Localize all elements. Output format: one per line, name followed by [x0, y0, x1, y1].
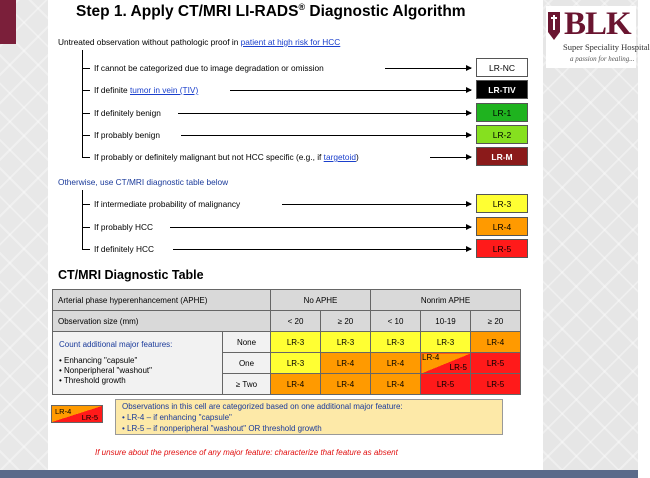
title-main: Step 1. Apply CT/MRI LI-RADS [76, 3, 299, 21]
legend-line: • LR-5 – if nonperipheral "washout" OR threshold growth [122, 424, 322, 433]
criterion-text: If probably HCC [94, 222, 154, 232]
arrow [178, 113, 471, 114]
criterion-text: If intermediate probability of malignancy [94, 199, 241, 209]
criterion-text: If cannot be categorized due to image degradation or omission [94, 63, 324, 73]
size-cell: < 10 [371, 311, 421, 332]
legend-swatch-top: LR-4 [55, 407, 72, 416]
criterion-text: If definitely benign [94, 108, 161, 118]
arrow [282, 204, 471, 205]
table-cell: LR-4 [321, 374, 371, 395]
feature-item: • Enhancing "capsule" [59, 356, 138, 365]
flow-connector [82, 190, 83, 249]
feature-item: • Threshold growth [59, 376, 126, 385]
features-title: Count additional major features: [59, 340, 173, 349]
hospital-logo [546, 6, 650, 68]
table-cell: LR-5 [421, 374, 471, 395]
category-lr-1: LR-1 [476, 103, 528, 122]
table-cell: LR-5 [471, 353, 521, 374]
criterion-text: If probably or definitely malignant but not HCC specific (e.g., if [94, 152, 324, 162]
frame-accent-bar [0, 0, 16, 44]
slide-frame-right [543, 0, 638, 478]
split-top-label: LR-4 [422, 353, 440, 362]
arrow [385, 68, 471, 69]
size-cell: ≥ 20 [321, 311, 371, 332]
criterion-text: If definite [94, 85, 130, 95]
legend-note [115, 399, 503, 435]
table-cell: LR-3 [271, 353, 321, 374]
feature-item: • Nonperipheral "washout" [59, 366, 152, 375]
arrow [173, 249, 471, 250]
table-title: CT/MRI Diagnostic Table [58, 268, 204, 282]
size-cell: ≥ 20 [471, 311, 521, 332]
table-row [53, 332, 521, 353]
legend-swatch-bottom: LR-5 [81, 413, 98, 422]
no-aphe-header: No APHE [271, 290, 371, 311]
intro-prefix: Untreated observation without pathologic proof in [58, 37, 241, 47]
targetoid-link[interactable]: targetoid [323, 152, 356, 162]
table-row [53, 311, 521, 332]
page-title [76, 2, 466, 21]
criterion-row [94, 63, 324, 73]
category-lr-2: LR-2 [476, 125, 528, 144]
table-cell: LR-4 [371, 353, 421, 374]
aphe-header: Arterial phase hyperenhancement (APHE) [53, 290, 271, 311]
table-cell: LR-4 [271, 374, 321, 395]
logo-subtitle: Super Speciality Hospital [563, 42, 650, 52]
split-bottom-label: LR-5 [449, 363, 467, 372]
category-lr-tiv: LR-TIV [476, 80, 528, 99]
criterion-row [94, 152, 359, 162]
arrow [230, 90, 471, 91]
branch-line [82, 157, 90, 158]
table-cell: LR-4 [371, 374, 421, 395]
size-cell: 10-19 [421, 311, 471, 332]
size-header: Observation size (mm) [53, 311, 271, 332]
criterion-row [94, 130, 160, 140]
slide-bottom-strip [0, 470, 638, 478]
arrow [170, 227, 471, 228]
split-cell [421, 353, 471, 374]
flow-connector [82, 50, 83, 158]
category-lr-nc: LR-NC [476, 58, 528, 77]
branch-line [82, 249, 90, 250]
title-end: Diagnostic Algorithm [305, 3, 466, 21]
features-cell [53, 332, 223, 395]
footer-note: If unsure about the presence of any major feature: characterize that feature as absent [95, 448, 398, 457]
branch-line [82, 90, 90, 91]
branch-line [82, 204, 90, 205]
branch-line [82, 113, 90, 114]
slide-frame-left [0, 0, 48, 478]
table-cell: LR-3 [371, 332, 421, 353]
criterion-text: If probably benign [94, 130, 160, 140]
table-row [53, 290, 521, 311]
category-lr-3: LR-3 [476, 194, 528, 213]
table-cell: LR-4 [471, 332, 521, 353]
arrow [181, 135, 471, 136]
count-cell: One [223, 353, 271, 374]
legend-line: Observations in this cell are categorized based on one additional major feature: [122, 402, 403, 411]
legend-swatch [51, 405, 103, 423]
count-cell: ≥ Two [223, 374, 271, 395]
diagnostic-table [52, 289, 521, 395]
logo-tagline: a passion for healing... [570, 55, 635, 63]
tiv-link[interactable]: tumor in vein (TIV) [129, 85, 199, 95]
otherwise-text: Otherwise, use CT/MRI diagnostic table below [58, 177, 229, 187]
table-cell: LR-5 [471, 374, 521, 395]
high-risk-link[interactable]: patient at high risk for HCC [240, 37, 341, 47]
branch-line [82, 68, 90, 69]
branch-line [82, 227, 90, 228]
category-lr-4: LR-4 [476, 217, 528, 236]
table-cell: LR-3 [271, 332, 321, 353]
intro-text [58, 37, 340, 47]
table-cell: LR-4 [321, 353, 371, 374]
table-cell: LR-3 [321, 332, 371, 353]
category-lr-m: LR-M [476, 147, 528, 166]
logo-mark-icon [546, 10, 562, 42]
criterion-row [94, 108, 161, 118]
table-cell: LR-3 [421, 332, 471, 353]
size-cell: < 20 [271, 311, 321, 332]
criterion-row [94, 85, 198, 95]
legend-line: • LR-4 – if enhancing "capsule" [122, 413, 232, 422]
nonrim-aphe-header: Nonrim APHE [371, 290, 521, 311]
slide-content [48, 0, 543, 470]
category-lr-5: LR-5 [476, 239, 528, 258]
criterion-text: If definitely HCC [94, 244, 154, 254]
criterion-text-end: ) [355, 152, 359, 162]
logo-name: BLK [564, 6, 631, 42]
arrow [430, 157, 471, 158]
title-registered-mark: ® [298, 2, 306, 12]
count-cell: None [223, 332, 271, 353]
branch-line [82, 135, 90, 136]
